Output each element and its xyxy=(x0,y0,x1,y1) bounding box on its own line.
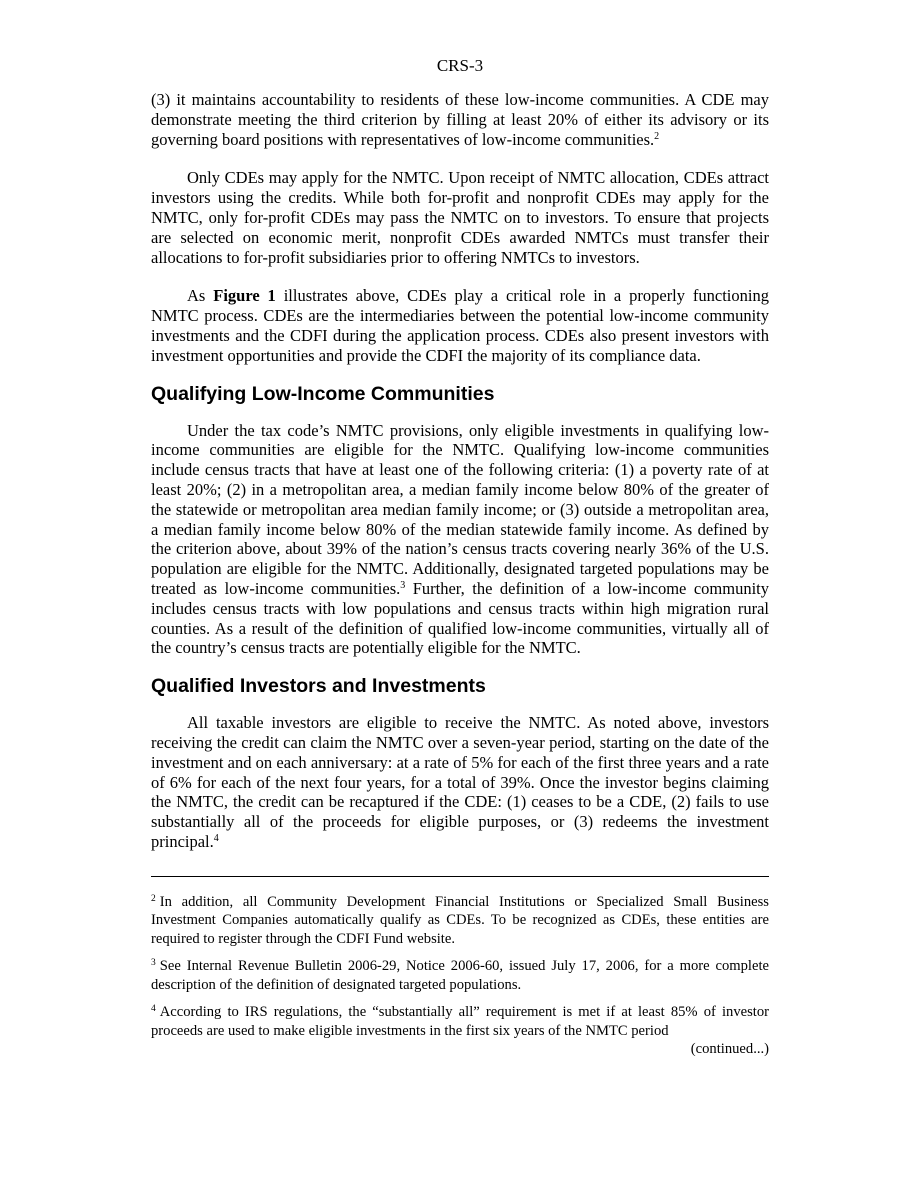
figure-reference: Figure 1 xyxy=(213,286,276,306)
footnote-number: 2 xyxy=(151,893,156,904)
paragraph-text: (3) it maintains accountability to residents of these low-income communities. A CDE may demonstrate meeting the third criterion by filling at least 20% of either its advisory or its governing board positions with representatives of low-income communities. xyxy=(151,90,769,149)
paragraph-text: As xyxy=(187,286,214,306)
footnote-divider xyxy=(151,876,769,877)
footnote-4 xyxy=(151,1003,769,1059)
paragraph-qualified-investors xyxy=(151,713,769,852)
paragraph-text: illustrates above, CDEs play a critical role in a properly functioning NMTC process. CDEs are the intermediaries between the potential low-income community investments and the CDFI during the application process. CDEs also present investors with investment opportunities and provide the CDFI the majority of its compliance data. xyxy=(151,286,769,365)
page-number: CRS-3 xyxy=(436,56,484,75)
footnote-ref-3[interactable]: 3 xyxy=(400,579,406,591)
footnote-number: 4 xyxy=(151,1004,156,1015)
paragraph-cde-criteria xyxy=(151,90,769,149)
footnote-ref-2[interactable]: 2 xyxy=(654,130,660,142)
footnote-2 xyxy=(151,893,769,949)
footnote-text: See Internal Revenue Bulletin 2006-29, Notice 2006-60, issued July 17, 2006, for a more complete description of the definition of designated targeted populations. xyxy=(151,958,769,993)
footnote-text: In addition, all Community Development Financial Institutions or Specialized Small Business Investment Companies automatically qualify as CDEs. To be recognized as CDEs, these entities are required to register through the CDFI Fund website. xyxy=(151,893,769,947)
paragraph-cde-role xyxy=(151,286,769,365)
section-heading-qualifying-communities: Qualifying Low-Income Communities xyxy=(151,382,495,405)
footnote-3 xyxy=(151,957,769,994)
footnote-continued: (continued...) xyxy=(690,1041,769,1058)
footnote-text: According to IRS regulations, the “substantially all” requirement is met if at least 85% of investor proceeds are used to make eligible investments in the first six years of the NMTC period xyxy=(151,1004,769,1039)
footnote-ref-4[interactable]: 4 xyxy=(213,832,219,844)
paragraph-cde-application: Only CDEs may apply for the NMTC. Upon receipt of NMTC allocation, CDEs attract investors using the credits. While both for-profit and nonprofit CDEs may apply for the NMTC, only for-profit CDEs may pass the NMTC on to investors. To ensure that projects are selected on economic merit, nonprofit CDEs awarded NMTCs must transfer their allocations to for-profit subsidiaries prior to offering NMTCs to investors. xyxy=(151,168,769,267)
section-heading-qualified-investors: Qualified Investors and Investments xyxy=(151,675,486,698)
document-page xyxy=(151,56,769,1068)
footnote-number: 3 xyxy=(151,958,156,969)
paragraph-text: All taxable investors are eligible to receive the NMTC. As noted above, investors receiving the credit can claim the NMTC over a seven-year period, starting on the date of the investment and on each anniversary: at a rate of 5% for each of the first three years and a rate of 6% for each of the next four years, for a total of 39%. Once the investor begins claiming the NMTC, the credit can be recaptured if the CDE: (1) ceases to be a CDE, (2) fails to use substantially all of the proceeds for eligible purposes, or (3) redeems the investment principal. xyxy=(151,713,769,851)
paragraph-text: Under the tax code’s NMTC provisions, only eligible investments in qualifying low-income communities are eligible for the NMTC. Qualifying low-income communities include census tracts that have at least one of the following criteria: (1) a poverty rate of at least 20%; (2) in a metropolitan area, a median family income below 80% of the greater of the statewide or metropolitan area median family income; or (3) outside a metropolitan area, a median family income below 80% of the median statewide family income. As defined by the criterion above, about 39% of the nation’s census tracts covering nearly 36% of the U.S. population are eligible for the NMTC. Additionally, designated targeted populations may be treated as low-income communities. xyxy=(151,420,769,598)
paragraph-text: Further, the definition of a low-income community includes census tracts with low populations and census tracts within high migration rural counties. As a result of the definition of qualified low-income communities, virtually all of the country’s census tracts are potentially eligible for the NMTC. xyxy=(151,578,769,658)
paragraph-qualifying-communities xyxy=(151,421,769,659)
